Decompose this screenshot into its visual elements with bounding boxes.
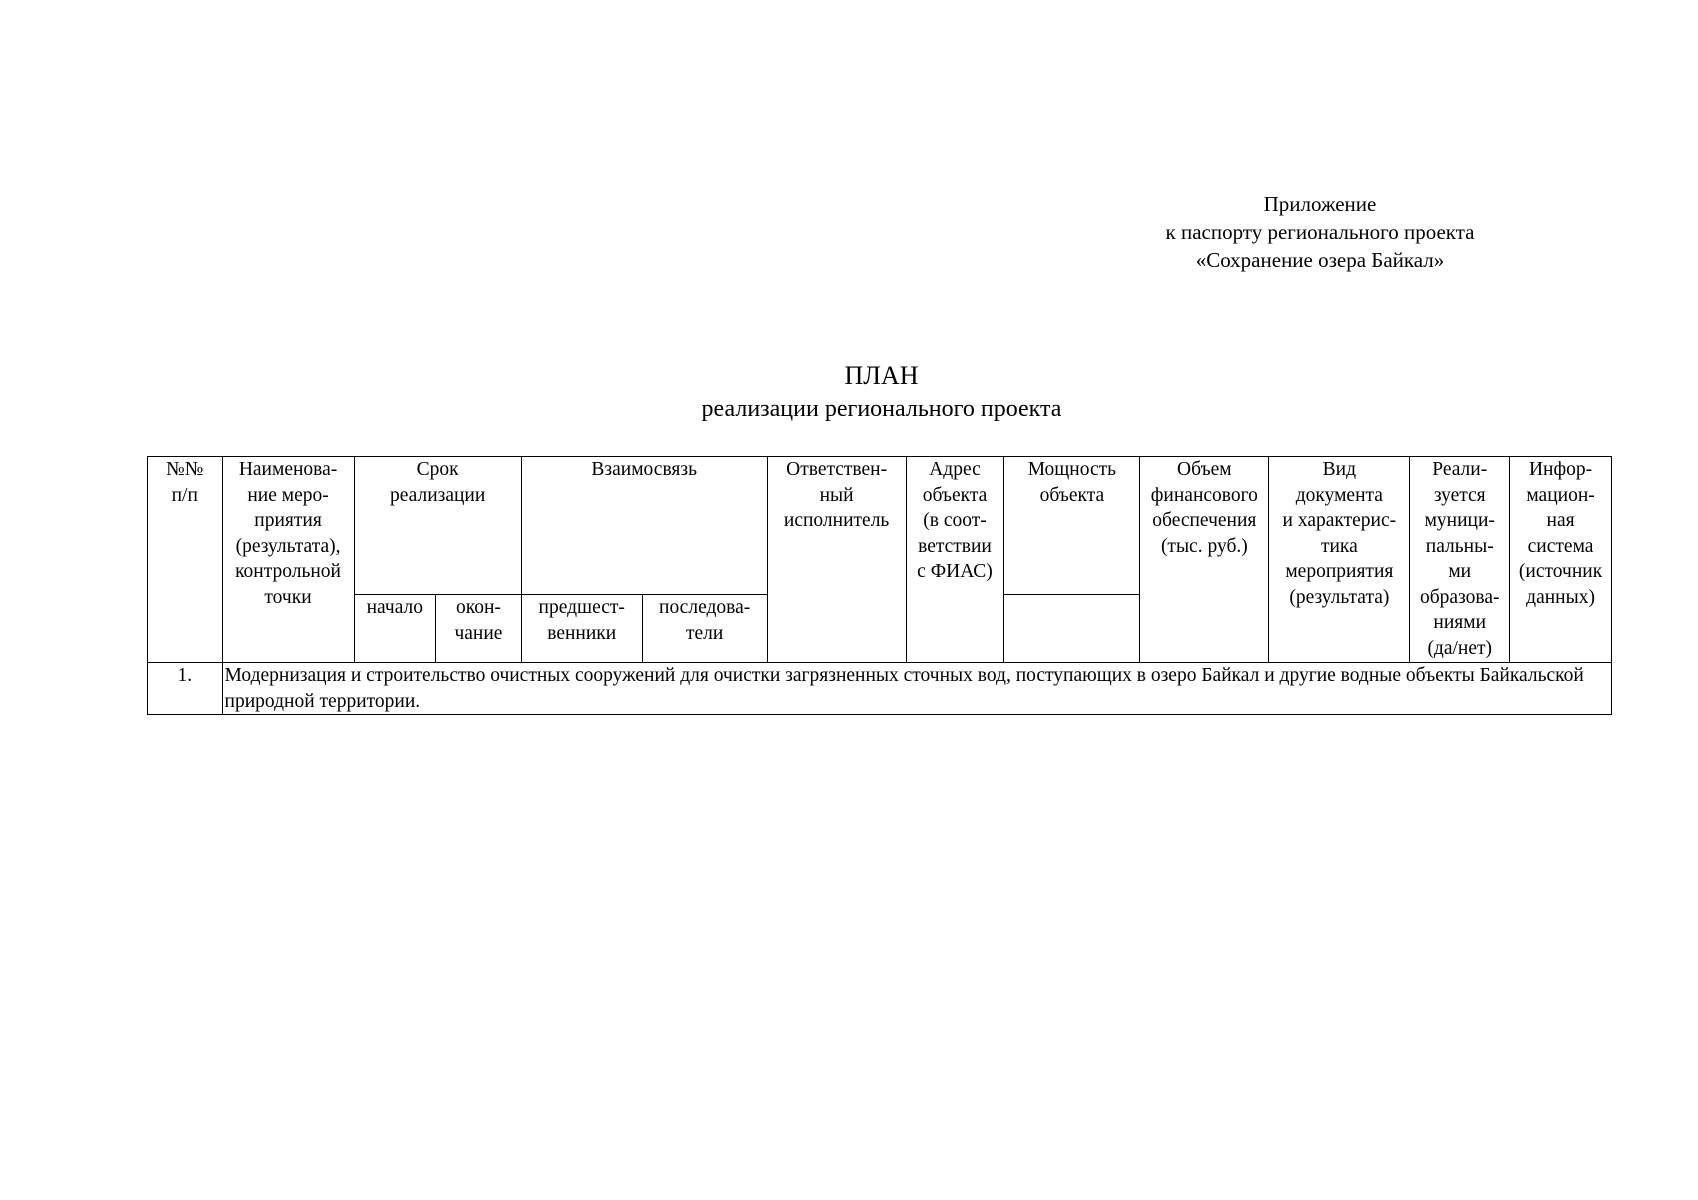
plan-table <box>147 456 1612 715</box>
header-link: Взаимосвязь <box>521 457 767 595</box>
header-municipal: Реали- зуется муници- пальны- ми образова- ниями (да/нет) <box>1410 457 1510 663</box>
appendix-line-1: Приложение <box>1263 192 1377 216</box>
table-row <box>148 663 1612 715</box>
appendix-line-3: «Сохранение озера Байкал» <box>1195 248 1445 272</box>
appendix-line-2: к паспорту регионального проекта <box>1165 220 1475 244</box>
header-funding: Объем финансового обеспечения (тыс. руб.) <box>1140 457 1269 663</box>
header-document: Вид документа и характерис- тика мероприятия (результата) <box>1269 457 1410 663</box>
header-system: Инфор- мацион- ная система (источник данных) <box>1510 457 1612 663</box>
header-num: №№ п/п <box>148 457 223 663</box>
header-term-start: начало <box>354 595 436 663</box>
header-address: Адрес объекта (в соот- ветствии с ФИАС) <box>906 457 1004 663</box>
header-link-pred: предшест- венники <box>521 595 642 663</box>
appendix-block <box>1100 190 1540 274</box>
header-link-succ: последова- тели <box>642 595 767 663</box>
header-responsible: Ответствен- ный исполнитель <box>767 457 906 663</box>
header-term: Срок реализации <box>354 457 521 595</box>
header-term-end: окон- чание <box>436 595 522 663</box>
row-text: Модернизация и строительство очистных сооружений для очистки загрязненных сточных вод, поступающих в озеро Байкал и другие водные объекты Байкальской природной территории. <box>222 663 1611 715</box>
header-capacity: Мощность объекта <box>1004 457 1140 595</box>
document-subtitle: реализации регионального проекта <box>701 396 1062 422</box>
row-num: 1. <box>148 663 223 715</box>
header-name: Наименова- ние меро- приятия (результата), контрольной точки <box>222 457 354 663</box>
document-title: ПЛАН <box>844 361 919 390</box>
